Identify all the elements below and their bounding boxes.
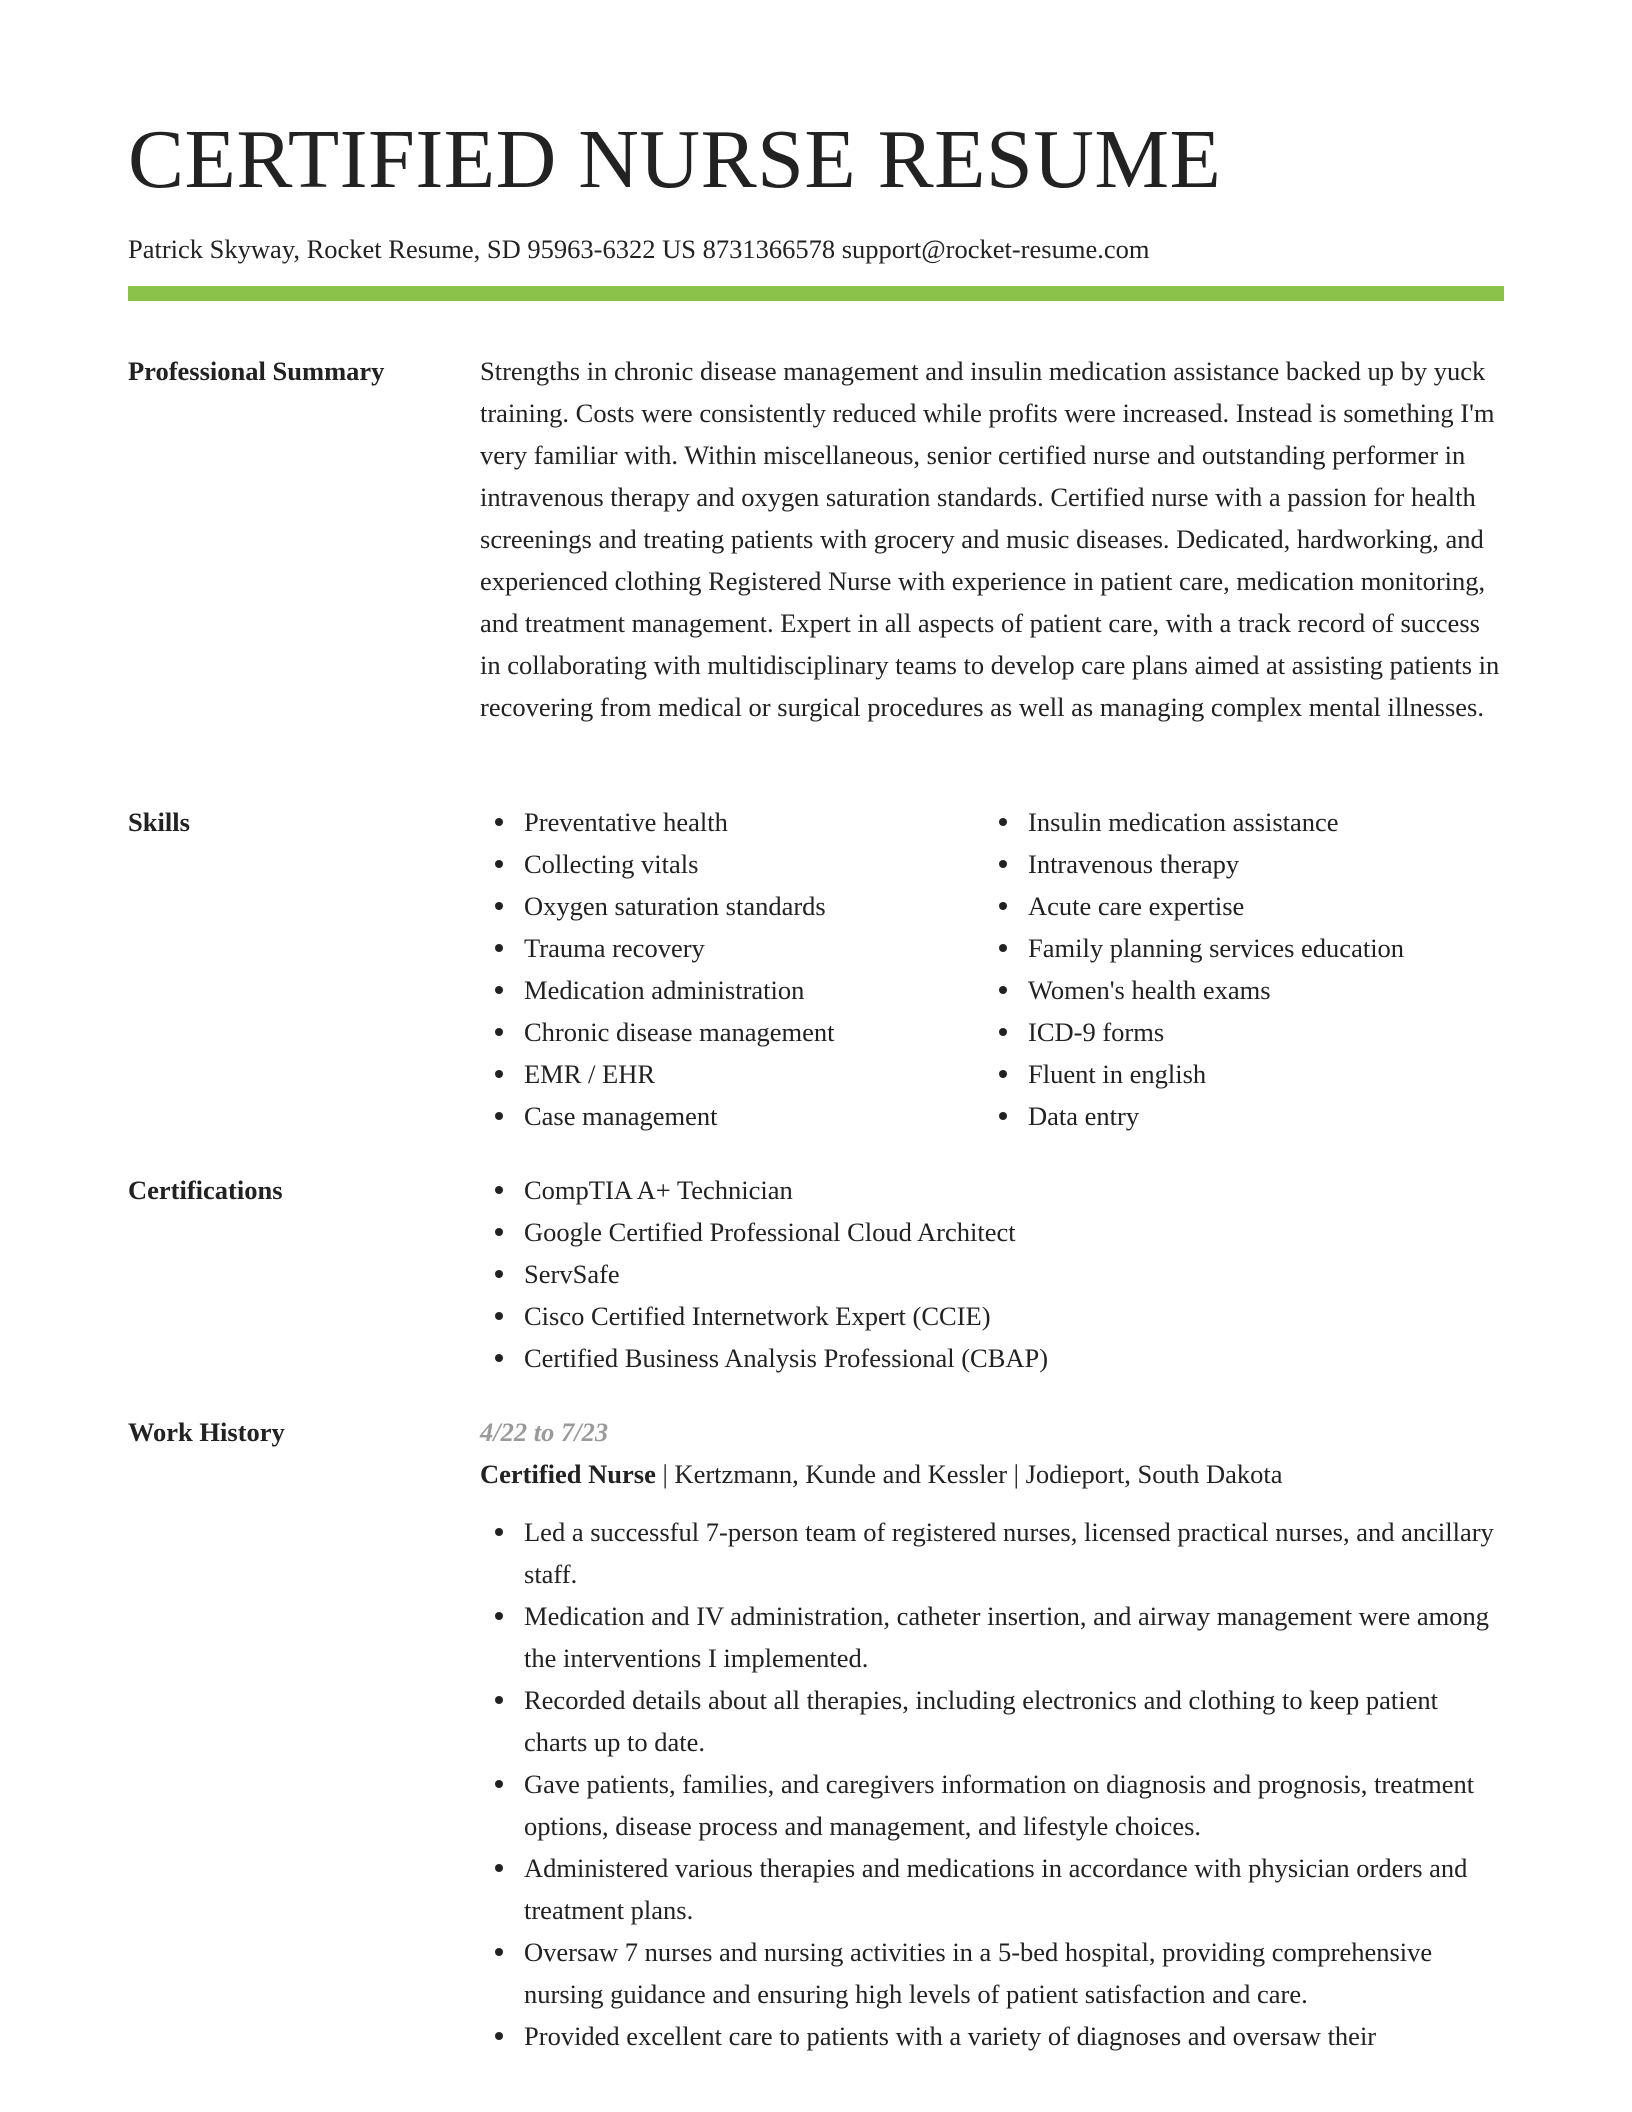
job-bullet: Administered various therapies and medications in accordance with physician orders and treatment plans. [480,1847,1504,1931]
skill-item: EMR / EHR [480,1053,984,1095]
skill-item: Oxygen saturation standards [480,885,984,927]
skill-item: Chronic disease management [480,1011,984,1053]
job-bullets [480,1511,1504,2057]
skills-column-2 [984,801,1488,1137]
skill-item: Acute care expertise [984,885,1488,927]
skill-item: Intravenous therapy [984,843,1488,885]
section-label-summary: Professional Summary [128,356,385,386]
job-title: Certified Nurse [480,1459,656,1489]
skill-item: Data entry [984,1095,1488,1137]
summary-text: Strengths in chronic disease management and insulin medication assistance backed up by yuck training. Costs were consistently reduced while profits were increased. Instead is something I'm very familiar with. Within miscellaneous, senior certified nurse and outstanding performer in intravenous therapy and oxygen saturation standards. Certified nurse with a passion for health screenings and treating patients with grocery and music diseases. Dedicated, hardworking, and experienced clothing Registered Nurse with experience in patient care, medication monitoring, and treatment management. Expert in all aspects of patient care, with a track record of success in collaborating with multidisciplinary teams to develop care plans aimed at assisting patients in recovering from medical or surgical procedures as well as managing complex mental illnesses. [480,356,1500,722]
job-header [480,1453,1504,1495]
job-bullet: Medication and IV administration, catheter insertion, and airway management were among the interventions I implemented. [480,1595,1504,1679]
certifications-list [480,1169,1504,1379]
job-employer-location: | Kertzmann, Kunde and Kessler | Jodieport, South Dakota [655,1459,1283,1489]
job-dates: 4/22 to 7/23 [480,1417,609,1447]
certification-item: Google Certified Professional Cloud Architect [480,1211,1504,1253]
skills-column-1 [480,801,984,1137]
job-bullet: Recorded details about all therapies, including electronics and clothing to keep patient charts up to date. [480,1679,1504,1763]
certification-item: ServSafe [480,1253,1504,1295]
header-divider [128,286,1504,301]
certification-item: CompTIA A+ Technician [480,1169,1504,1211]
skill-item: Women's health exams [984,969,1488,1011]
job-bullet: Oversaw 7 nurses and nursing activities in a 5-bed hospital, providing comprehensive nursing guidance and ensuring high levels of patient satisfaction and care. [480,1931,1504,2015]
skill-item: Case management [480,1095,984,1137]
skill-item: Collecting vitals [480,843,984,885]
skill-item: Fluent in english [984,1053,1488,1095]
contact-line: Patrick Skyway, Rocket Resume, SD 95963-6322 US 8731366578 support@rocket-resume.com [128,234,1150,264]
section-label-work-history: Work History [128,1417,285,1447]
section-label-skills: Skills [128,807,190,837]
skill-item: ICD-9 forms [984,1011,1488,1053]
job-bullet: Gave patients, families, and caregivers information on diagnosis and prognosis, treatment options, disease process and management, and lifestyle choices. [480,1763,1504,1847]
skill-item: Medication administration [480,969,984,1011]
skill-item: Preventative health [480,801,984,843]
job-bullet: Led a successful 7-person team of registered nurses, licensed practical nurses, and ancillary staff. [480,1511,1504,1595]
skill-item: Insulin medication assistance [984,801,1488,843]
certification-item: Cisco Certified Internetwork Expert (CCIE) [480,1295,1504,1337]
section-label-certifications: Certifications [128,1175,283,1205]
resume-title: CERTIFIED NURSE RESUME [128,113,1222,206]
skill-item: Trauma recovery [480,927,984,969]
certification-item: Certified Business Analysis Professional (CBAP) [480,1337,1504,1379]
skill-item: Family planning services education [984,927,1488,969]
job-bullet: Provided excellent care to patients with a variety of diagnoses and oversaw their [480,2015,1504,2057]
